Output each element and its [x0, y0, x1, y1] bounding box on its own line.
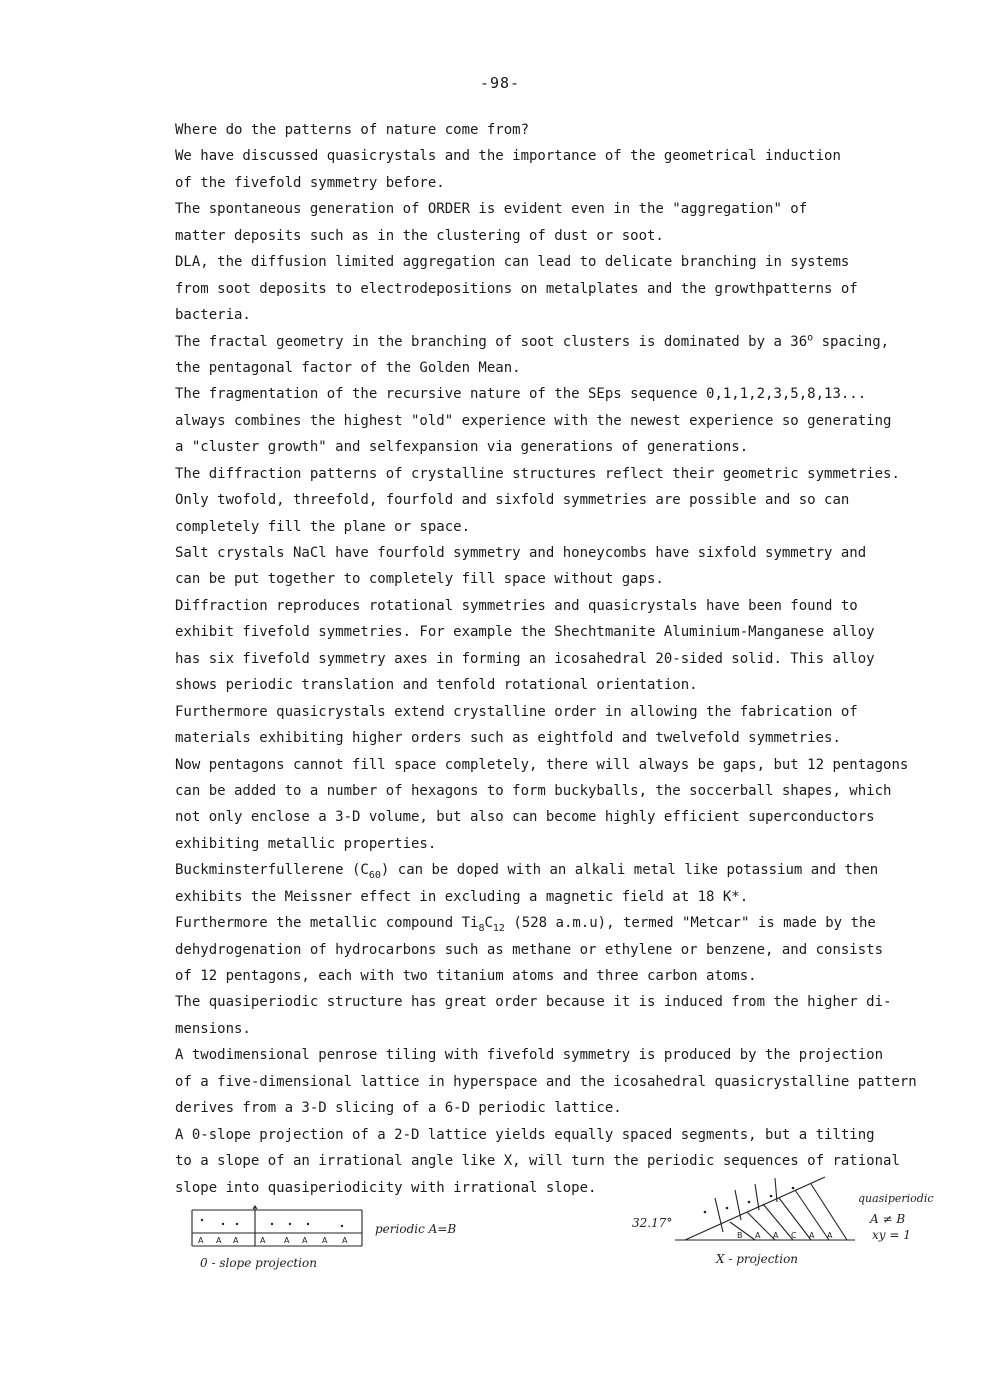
text-line: of the fivefold symmetry before. [175, 174, 445, 191]
lattice-letter: A [233, 1236, 239, 1245]
text-line: can be put together to completely fill space without gaps. [175, 571, 664, 588]
text-line-ti8c12 [175, 910, 965, 936]
text-line: from soot deposits to electrodepositions on metalplates and the growthpatterns of [175, 280, 858, 297]
angle-label: 32.17° [632, 1216, 673, 1230]
lattice-letter: A [342, 1236, 348, 1245]
periodic-label: periodic A=B [375, 1222, 457, 1236]
lattice-letter: A [755, 1231, 761, 1240]
text-line: Salt crystals NaCl have fourfold symmetry and honeycombs have sixfold symmetry and [175, 545, 867, 561]
text-line: shows periodic translation and tenfold rotational orientation. [175, 677, 698, 694]
text-line: always combines the highest "old" experience with the newest experience so generating [175, 412, 892, 429]
text-line: has six fivefold symmetry axes in forming an icosahedral 20-sided solid. This alloy [175, 650, 875, 667]
text-fragment: Furthermore the metallic compound Ti [175, 915, 479, 932]
text-line: matter deposits such as in the clustering of dust or soot. [175, 227, 664, 244]
text-line: Only twofold, threefold, fourfold and sixfold symmetries are possible and so can [175, 492, 850, 509]
text-fragment: The fractal geometry in the branching of soot clusters is dominated by a 36 [175, 333, 808, 350]
lattice-letter: A [302, 1236, 308, 1245]
text-line: The spontaneous generation of ORDER is evident even in the "aggregation" of [175, 201, 808, 218]
text-fragment: spacing, [813, 333, 890, 350]
text-line: exhibiting metallic properties. [175, 835, 437, 852]
text-line: a "cluster growth" and selfexpansion via generations of generations. [175, 439, 749, 456]
quasiperiodic-label: quasiperiodic [858, 1192, 934, 1205]
text-line: Furthermore quasicrystals extend crystalline order in allowing the fabrication of [175, 703, 858, 720]
text-line: The fragmentation of the recursive nature of the SEps sequence 0,1,1,2,3,5,8,13... [175, 386, 867, 403]
text-line: Where do the patterns of nature come from? [175, 122, 530, 138]
text-line: bacteria. [175, 307, 251, 324]
c-subscript: 12 [492, 922, 505, 934]
text-line: the pentagonal factor of the Golden Mean. [175, 359, 521, 376]
text-line: DLA, the diffusion limited aggregation can lead to delicate branching in systems [175, 254, 850, 271]
text-line: Diffraction reproduces rotational symmetries and quasicrystals have been found to [175, 597, 858, 614]
text-line: mensions. [175, 1020, 251, 1037]
lattice-letter: A [827, 1231, 833, 1240]
lattice-letter: A [198, 1236, 204, 1245]
degree-superscript: o [807, 331, 814, 343]
text-fragment: Buckminsterfullerene (C [175, 862, 369, 879]
text-fragment: (528 a.m.u), termed "Metcar" is made by the [504, 915, 876, 932]
x-projection-caption: X - projection [716, 1252, 799, 1266]
text-line: completely fill the plane or space. [175, 518, 471, 535]
text-line: of 12 pentagons, each with two titanium atoms and three carbon atoms. [175, 968, 757, 984]
text-line: A twodimensional penrose tiling with fivefold symmetry is produced by the projection [175, 1047, 884, 1064]
text-line: exhibit fivefold symmetries. For example the Shechtmanite Aluminium-Manganese alloy [175, 624, 875, 641]
zero-slope-sketch [190, 1206, 370, 1252]
text-line: A 0-slope projection of a 2-D lattice yields equally spaced segments, but a tilting [175, 1126, 875, 1143]
ti-subscript: 8 [478, 922, 485, 934]
a-not-b-label: A ≠ B [870, 1212, 906, 1226]
page-number: -98- [479, 74, 521, 92]
body-text [175, 117, 965, 1201]
text-line: of a five-dimensional lattice in hyperspace and the icosahedral quasicrystalline pattern [175, 1073, 917, 1090]
text-line: We have discussed quasicrystals and the importance of the geometrical induction [175, 148, 841, 165]
text-line: derives from a 3-D slicing of a 6-D periodic lattice. [175, 1100, 622, 1117]
lattice-letter: C [791, 1231, 797, 1240]
lattice-letter: A [809, 1231, 815, 1240]
text-line: can be added to a number of hexagons to form buckyballs, the soccerball shapes, which [175, 782, 892, 799]
text-line-c60 [175, 857, 965, 883]
text-line: slope into quasiperiodicity with irrational slope. [175, 1179, 597, 1196]
lattice-letter: B [737, 1231, 743, 1240]
text-line: The diffraction patterns of crystalline structures reflect their geometric symmetries. [175, 465, 900, 482]
xy-label: xy = 1 [872, 1228, 911, 1242]
text-line: not only enclose a 3-D volume, but also can become highly efficient superconductors [175, 809, 875, 826]
x-projection-sketch [675, 1172, 860, 1254]
text-line: exhibits the Meissner effect in excluding a magnetic field at 18 K*. [175, 888, 749, 905]
lattice-letter: A [260, 1236, 266, 1245]
zero-slope-caption: 0 - slope projection [200, 1256, 317, 1270]
lattice-letter: A [773, 1231, 779, 1240]
text-line: dehydrogenation of hydrocarbons such as methane or ethylene or benzene, and consists [175, 941, 884, 958]
text-fragment: C [484, 915, 493, 932]
text-line: The quasiperiodic structure has great order because it is induced from the higher di- [175, 994, 892, 1011]
text-line: Now pentagons cannot fill space completely, there will always be gaps, but 12 pentagons [175, 756, 909, 773]
lattice-letter: A [322, 1236, 328, 1245]
lattice-letter: A [216, 1236, 222, 1245]
text-line: materials exhibiting higher orders such as eightfold and twelvefold symmetries. [175, 730, 841, 747]
c60-subscript: 60 [368, 870, 381, 882]
text-line-36-degree [175, 329, 965, 355]
lattice-letter: A [284, 1236, 290, 1245]
text-line: to a slope of an irrational angle like X, will turn the periodic sequences of rational [175, 1153, 900, 1170]
text-fragment: ) can be doped with an alkali metal like potassium and then [380, 862, 879, 879]
